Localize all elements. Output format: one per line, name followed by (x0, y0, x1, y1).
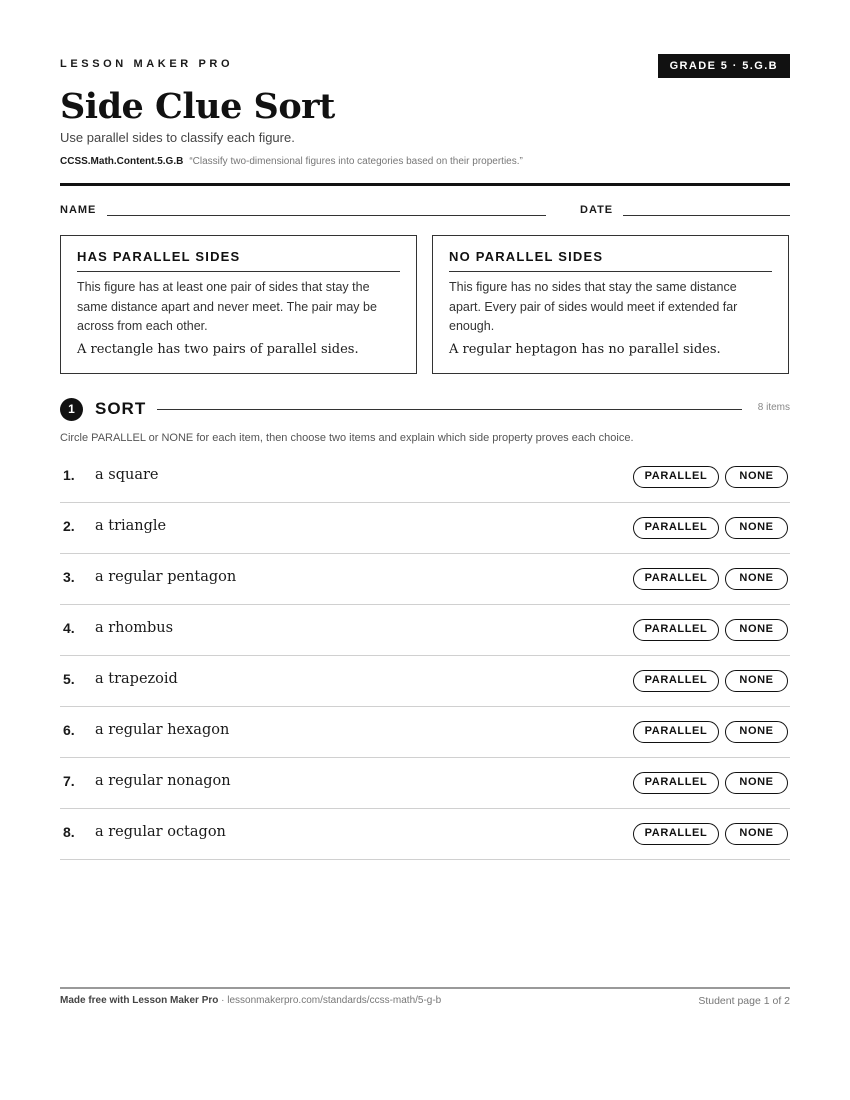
card-has-parallel-sides (60, 235, 417, 374)
item-text: a triangle (95, 518, 167, 534)
item-text: a rhombus (95, 620, 174, 636)
item-text: a regular pentagon (95, 569, 237, 585)
item-number: 4. (63, 620, 75, 636)
page-subtitle: Use parallel sides to classify each figure. (60, 130, 295, 145)
item-text: a regular octagon (95, 824, 226, 840)
standard-code: CCSS.Math.Content.5.G.B (60, 156, 184, 167)
none-choice-button[interactable]: NONE (725, 772, 788, 794)
date-label: DATE (580, 204, 614, 216)
footer-credit (60, 995, 441, 1006)
sort-item (60, 554, 790, 605)
none-choice-button[interactable]: NONE (725, 466, 788, 488)
item-number: 2. (63, 518, 75, 534)
parallel-choice-button[interactable]: PARALLEL (633, 568, 719, 590)
none-choice-button[interactable]: NONE (725, 721, 788, 743)
card-body: This figure has at least one pair of sides that stay the same distance apart and never meet. The pair may be across from each other. (77, 280, 377, 333)
grade-badge: GRADE 5 · 5.G.B (658, 54, 790, 78)
item-number: 8. (63, 824, 75, 840)
card-example: A regular heptagon has no parallel sides. (449, 341, 721, 357)
date-field[interactable] (623, 215, 790, 216)
item-number: 7. (63, 773, 75, 789)
card-no-parallel-sides (432, 235, 789, 374)
page-title: Side Clue Sort (60, 86, 335, 127)
parallel-choice-button[interactable]: PARALLEL (633, 466, 719, 488)
standard-text: “Classify two-dimensional figures into categories based on their properties.” (189, 156, 523, 167)
section-title: SORT (95, 399, 147, 418)
item-number: 3. (63, 569, 75, 585)
none-choice-button[interactable]: NONE (725, 568, 788, 590)
sort-item (60, 758, 790, 809)
sort-item-list (60, 452, 790, 860)
none-choice-button[interactable]: NONE (725, 619, 788, 641)
none-choice-button[interactable]: NONE (725, 517, 788, 539)
sort-item (60, 452, 790, 503)
parallel-choice-button[interactable]: PARALLEL (633, 670, 719, 692)
sort-item (60, 707, 790, 758)
item-text: a square (95, 467, 159, 483)
section-divider (157, 409, 742, 410)
section-number-badge: 1 (60, 398, 83, 421)
card-title: NO PARALLEL SIDES (449, 249, 772, 272)
item-text: a regular nonagon (95, 773, 231, 789)
name-date-row (60, 204, 790, 220)
sort-item (60, 605, 790, 656)
sort-item (60, 656, 790, 707)
item-text: a trapezoid (95, 671, 178, 687)
parallel-choice-button[interactable]: PARALLEL (633, 721, 719, 743)
parallel-choice-button[interactable]: PARALLEL (633, 823, 719, 845)
item-count: 8 items (757, 402, 790, 413)
standard-reference (60, 156, 523, 167)
footer-url: · lessonmakerpro.com/standards/ccss-math/5-g-b (218, 995, 442, 1006)
parallel-choice-button[interactable]: PARALLEL (633, 772, 719, 794)
card-body: This figure has no sides that stay the same distance apart. Every pair of sides would meet if extended far enough. (449, 280, 738, 333)
item-text: a regular hexagon (95, 722, 230, 738)
parallel-choice-button[interactable]: PARALLEL (633, 517, 719, 539)
sort-item (60, 809, 790, 860)
name-field[interactable] (107, 215, 546, 216)
footer-divider (60, 987, 790, 989)
header-divider (60, 183, 790, 186)
card-title: HAS PARALLEL SIDES (77, 249, 400, 272)
worksheet-page (60, 0, 790, 1100)
name-label: NAME (60, 204, 97, 216)
item-number: 6. (63, 722, 75, 738)
sort-item (60, 503, 790, 554)
parallel-choice-button[interactable]: PARALLEL (633, 619, 719, 641)
footer-made-with: Made free with Lesson Maker Pro (60, 995, 219, 1006)
none-choice-button[interactable]: NONE (725, 670, 788, 692)
page-indicator: Student page 1 of 2 (698, 995, 790, 1007)
section-instructions: Circle PARALLEL or NONE for each item, then choose two items and explain which side property proves each choice. (60, 432, 634, 444)
section-header-sort (60, 397, 790, 421)
item-number: 5. (63, 671, 75, 687)
item-number: 1. (63, 467, 75, 483)
card-example: A rectangle has two pairs of parallel sides. (77, 341, 359, 357)
brand-name: LESSON MAKER PRO (60, 58, 234, 70)
none-choice-button[interactable]: NONE (725, 823, 788, 845)
